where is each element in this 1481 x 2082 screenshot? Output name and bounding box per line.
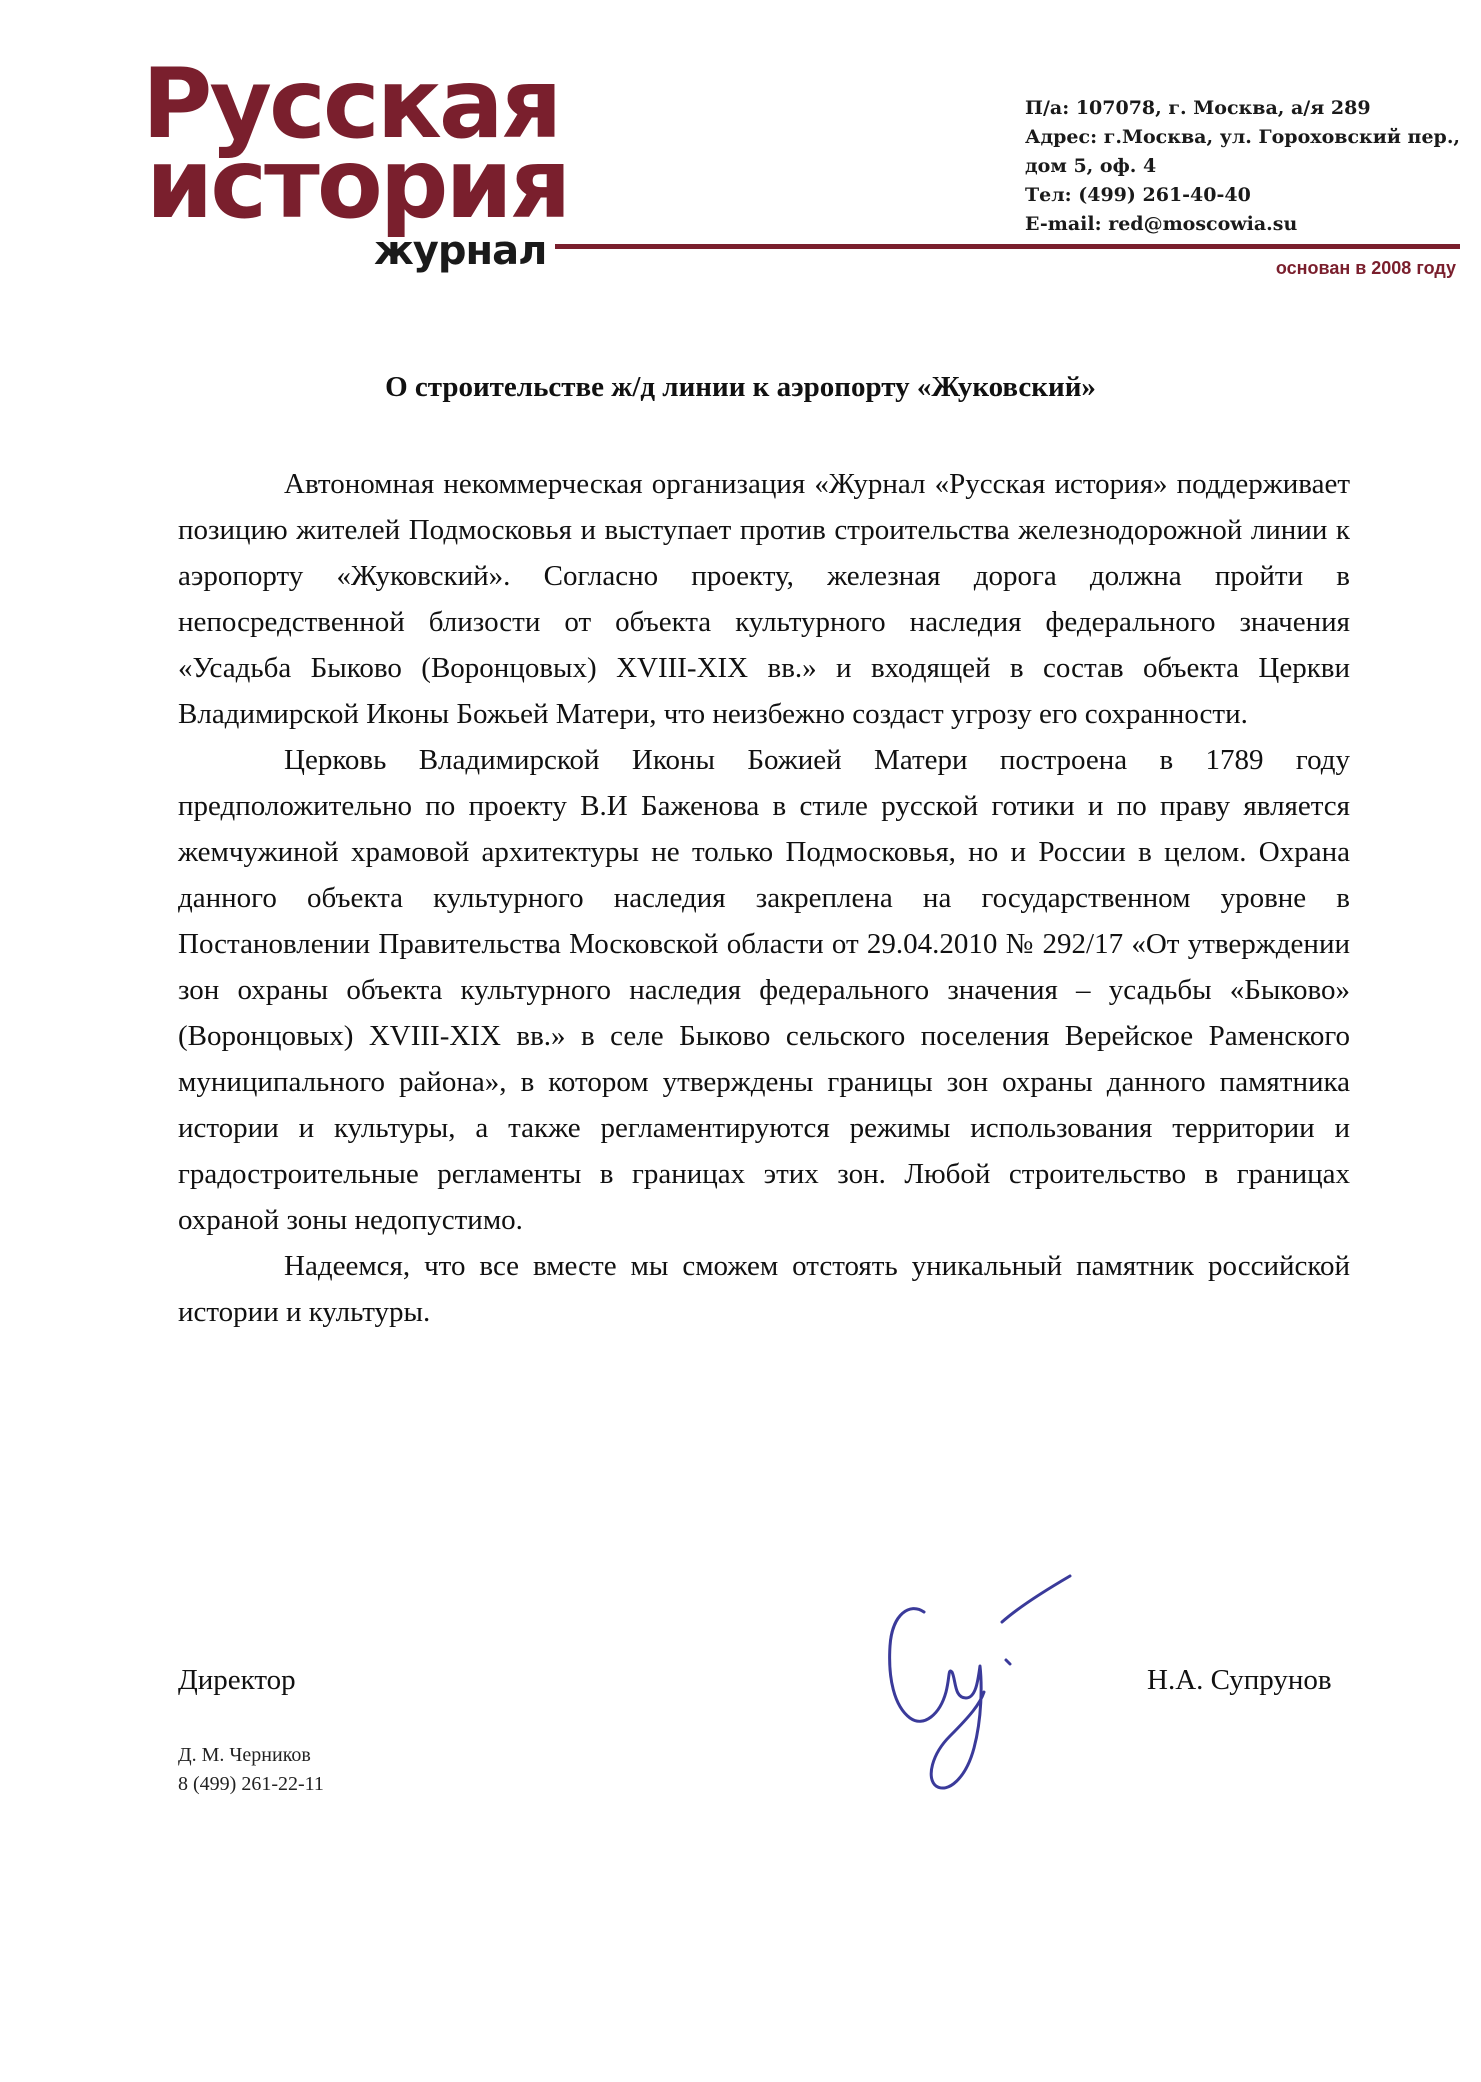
logo-line-istoriya: история bbox=[146, 128, 569, 240]
logo-line-zhurnal: журнал bbox=[374, 228, 547, 274]
signatory-name: Н.А. Супрунов bbox=[1147, 1664, 1332, 1696]
body-paragraph: Автономная некоммерческая организация «Журнал «Русская история» поддерживает позицию жителей Подмосковья и выступает против строительства железнодорожной линии к аэропорту «Жуковский». Согласно проекту, железная дорога должна пройти в непосредственной близости от объекта культурного наследия федерального значения «Усадьба Быково (Воронцовых) XVIII-XIX вв.» и входящей в состав объекта Церкви Владимирской Иконы Божьей Матери, что неизбежно создаст угрозу его сохранности. bbox=[178, 468, 1350, 730]
signatory-title: Директор bbox=[178, 1664, 296, 1696]
letter-title: О строительстве ж/д линии к аэропорту «Жуковский» bbox=[385, 371, 1096, 403]
contact-name: Д. М. Черников bbox=[178, 1744, 311, 1766]
body-paragraph: Церковь Владимирской Иконы Божией Матери построена в 1789 году предположительно по проекту В.И Баженова в стиле русской готики и по праву является жемчужиной храмовой архитектуры не только Подмосковья, но и России в целом. Охрана данного объекта культурного наследия закреплена на государственном уровне в Постановлении Правительства Московской области от 29.04.2010 № 292/17 «От утверждении зон охраны объекта культурного наследия федерального значения – усадьбы «Быково» (Воронцовых) XVIII-XIX вв.» в селе Быково сельского поселения Верейское Раменского муниципального района», в котором утверждены границы зон охраны данного памятника истории и культуры, а также регламентируются режимы использования территории и градостроительные регламенты в границах этих зон. Любой строительство в границах охраной зоны недопустимо. bbox=[178, 744, 1350, 1236]
letterhead-rule bbox=[555, 244, 1460, 249]
address-line: Тел: (499) 261-40-40 bbox=[1025, 184, 1251, 206]
address-line: П/а: 107078, г. Москва, а/я 289 bbox=[1025, 97, 1371, 119]
contact-block bbox=[178, 1741, 324, 1799]
address-line: Адрес: г.Москва, ул. Гороховский пер., bbox=[1025, 126, 1461, 148]
address-line: дом 5, оф. 4 bbox=[1025, 155, 1157, 177]
letter-body bbox=[178, 461, 1350, 1335]
body-paragraph: Надеемся, что все вместе мы сможем отстоять уникальный памятник российской истории и культуры. bbox=[178, 1250, 1350, 1328]
contact-phone: 8 (499) 261-22-11 bbox=[178, 1773, 324, 1795]
letterhead-address bbox=[1025, 94, 1460, 239]
address-line: E-mail: red@moscowia.su bbox=[1025, 213, 1298, 235]
founded-note: основан в 2008 году bbox=[1275, 258, 1456, 278]
logo-line-russkaya: Русская bbox=[142, 48, 560, 160]
handwritten-signature bbox=[870, 1568, 1110, 1808]
